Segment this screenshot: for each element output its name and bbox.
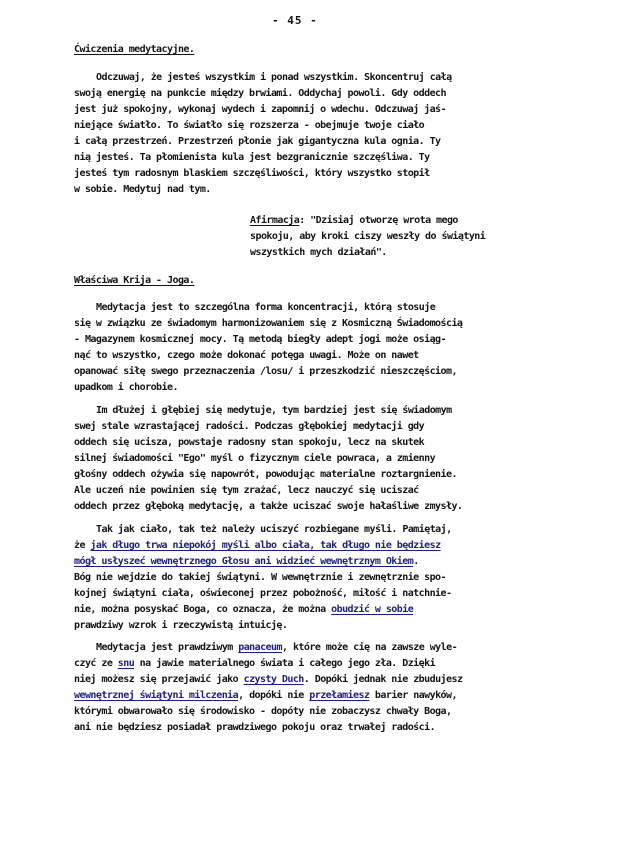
text-line: nią jesteś. Ta płomienista kula jest bezgranicznie szczęśliwa. Ty	[74, 152, 430, 163]
text-line: ani nie będziesz posiadał prawdziwego pokoju oraz trwałej radości.	[74, 722, 436, 733]
text-line: jesteś tym radosnym blaskiem szczęśliwości, który wszystko stopił	[74, 168, 430, 179]
text-line: kojnej świątyni ciała, oświeconej przez pobożność, miłość i natchnie-	[74, 588, 452, 599]
text-line: prawdziwy wzrok i rzeczywistą intuicję.	[74, 620, 288, 631]
page-number: - 45 -	[272, 14, 318, 27]
text-line: głośny oddech ożywia się napowrót, powodując materialne roztargnienie.	[74, 469, 457, 480]
text-line: się w związku ze świadomym harmonizowaniem się z Kosmiczną Świadomością	[74, 318, 463, 329]
affirmation-line: Afirmacja: "Dzisiaj otworzę wrota mego	[250, 215, 458, 226]
text-line: jest już spokojny, wykonaj wydech i zapomnij o wdechu. Odczuwaj jaś-	[74, 104, 446, 115]
text-line: Medytacja jest prawdziwym panaceum, które może cię na zawsze wyle-	[96, 642, 458, 653]
text-line: czyć ze snu na jawie materialnego świata i całego jego zła. Dzięki	[74, 658, 436, 669]
text-line: Medytacja jest to szczególna forma koncentracji, którą stosuje	[96, 302, 436, 313]
text-line: nąć to wszystko, czego może dokonać potęga uwagi. Może on nawet	[74, 350, 419, 361]
text-line: Bóg nie wejdzie do takiej świątyni. W wewnętrznie i zewnętrznie spo-	[74, 572, 446, 583]
text-line: mógł usłyszeć wewnętrznego Głosu ani widzieć wewnętrznym Okiem.	[74, 556, 419, 567]
underlined-phrase: snu	[117, 658, 135, 669]
underlined-phrase: przełamiesz	[309, 690, 370, 701]
affirmation-line: wszystkich mych działań".	[250, 247, 387, 258]
text-line: upadkom i chorobie.	[74, 382, 178, 393]
text-line: Im dłużej i głębiej się medytuje, tym bardziej jest się świadomym	[96, 405, 452, 416]
section-heading-meditation-exercises: Ćwiczenia medytacyjne.	[74, 44, 195, 55]
text-line: opanować siłę swego przeznaczenia /losu/ i przeszkodzić nieszczęściom,	[74, 366, 457, 377]
text-line: oddech się ucisza, powstaje radosny stan spokoju, lecz na skutek	[74, 437, 425, 448]
text-line: niej możesz się przejawić jako czysty Duch. Dopóki jednak nie zbudujesz	[74, 674, 463, 685]
text-line: że jak długo trwa niepokój myśli albo ciała, tak długo nie będziesz	[74, 540, 441, 551]
text-line: Tak jak ciało, tak też należy uciszyć rozbiegane myśli. Pamiętaj,	[96, 524, 452, 535]
section-heading-kriya-yoga: Właściwa Krija - Joga.	[74, 275, 195, 286]
affirmation-line: spokoju, aby kroki ciszy weszły do świątyni	[250, 231, 486, 242]
text-line: Odczuwaj, że jesteś wszystkim i ponad wszystkim. Skoncentruj całą	[96, 72, 452, 83]
underlined-phrase: mógł usłyszeć wewnętrznego Głosu ani widzieć wewnętrznym Okiem	[74, 556, 414, 567]
underlined-phrase: jak długo trwa niepokój myśli albo ciała, tak długo nie będziesz	[90, 540, 441, 551]
text-line: - Magazynem kosmicznej mocy. Tą metodą biegły adept jogi może osiąg-	[74, 334, 446, 345]
underlined-phrase: czysty Duch	[243, 674, 304, 685]
text-line: którymi obwarowało się środowisko - dopóty nie zobaczysz chwały Boga,	[74, 706, 452, 717]
text-line: swoją energię na punkcie między brwiami. Oddychaj powoli. Gdy oddech	[74, 88, 446, 99]
text-line: niejące światło. To światło się rozszerza - obejmuje twoje ciało	[74, 120, 425, 131]
text-line: w sobie. Medytuj nad tym.	[74, 184, 211, 195]
text-line: nie, można posyskać Boga, co oznacza, że można obudzić w sobie	[74, 604, 414, 615]
affirmation-label: Afirmacja	[250, 215, 300, 226]
text-line: Ale uczeń nie powinien się tym zrażać, lecz nauczyć się uciszać	[74, 485, 419, 496]
text-line: swej stale wzrastającej radości. Podczas głębokiej medytacji gdy	[74, 421, 425, 432]
text-line: wewnętrznej świątyni milczenia, dopóki nie przełamiesz barier nawyków,	[74, 690, 457, 701]
underlined-phrase: panaceum	[238, 642, 282, 653]
text-line: i całą przestrzeń. Przestrzeń płonie jak gigantyczna kula ognia. Ty	[74, 136, 441, 147]
text-line: silnej świadomości "Ego" myśl o fizycznym ciele powraca, a zmienny	[74, 453, 436, 464]
underlined-phrase: wewnętrznej świątyni milczenia	[74, 690, 239, 701]
underlined-phrase: obudzić w sobie	[331, 604, 414, 615]
text-line: oddech przez głęboką medytację, a także uciszać swoje hałaśliwe zmysły.	[74, 501, 463, 512]
